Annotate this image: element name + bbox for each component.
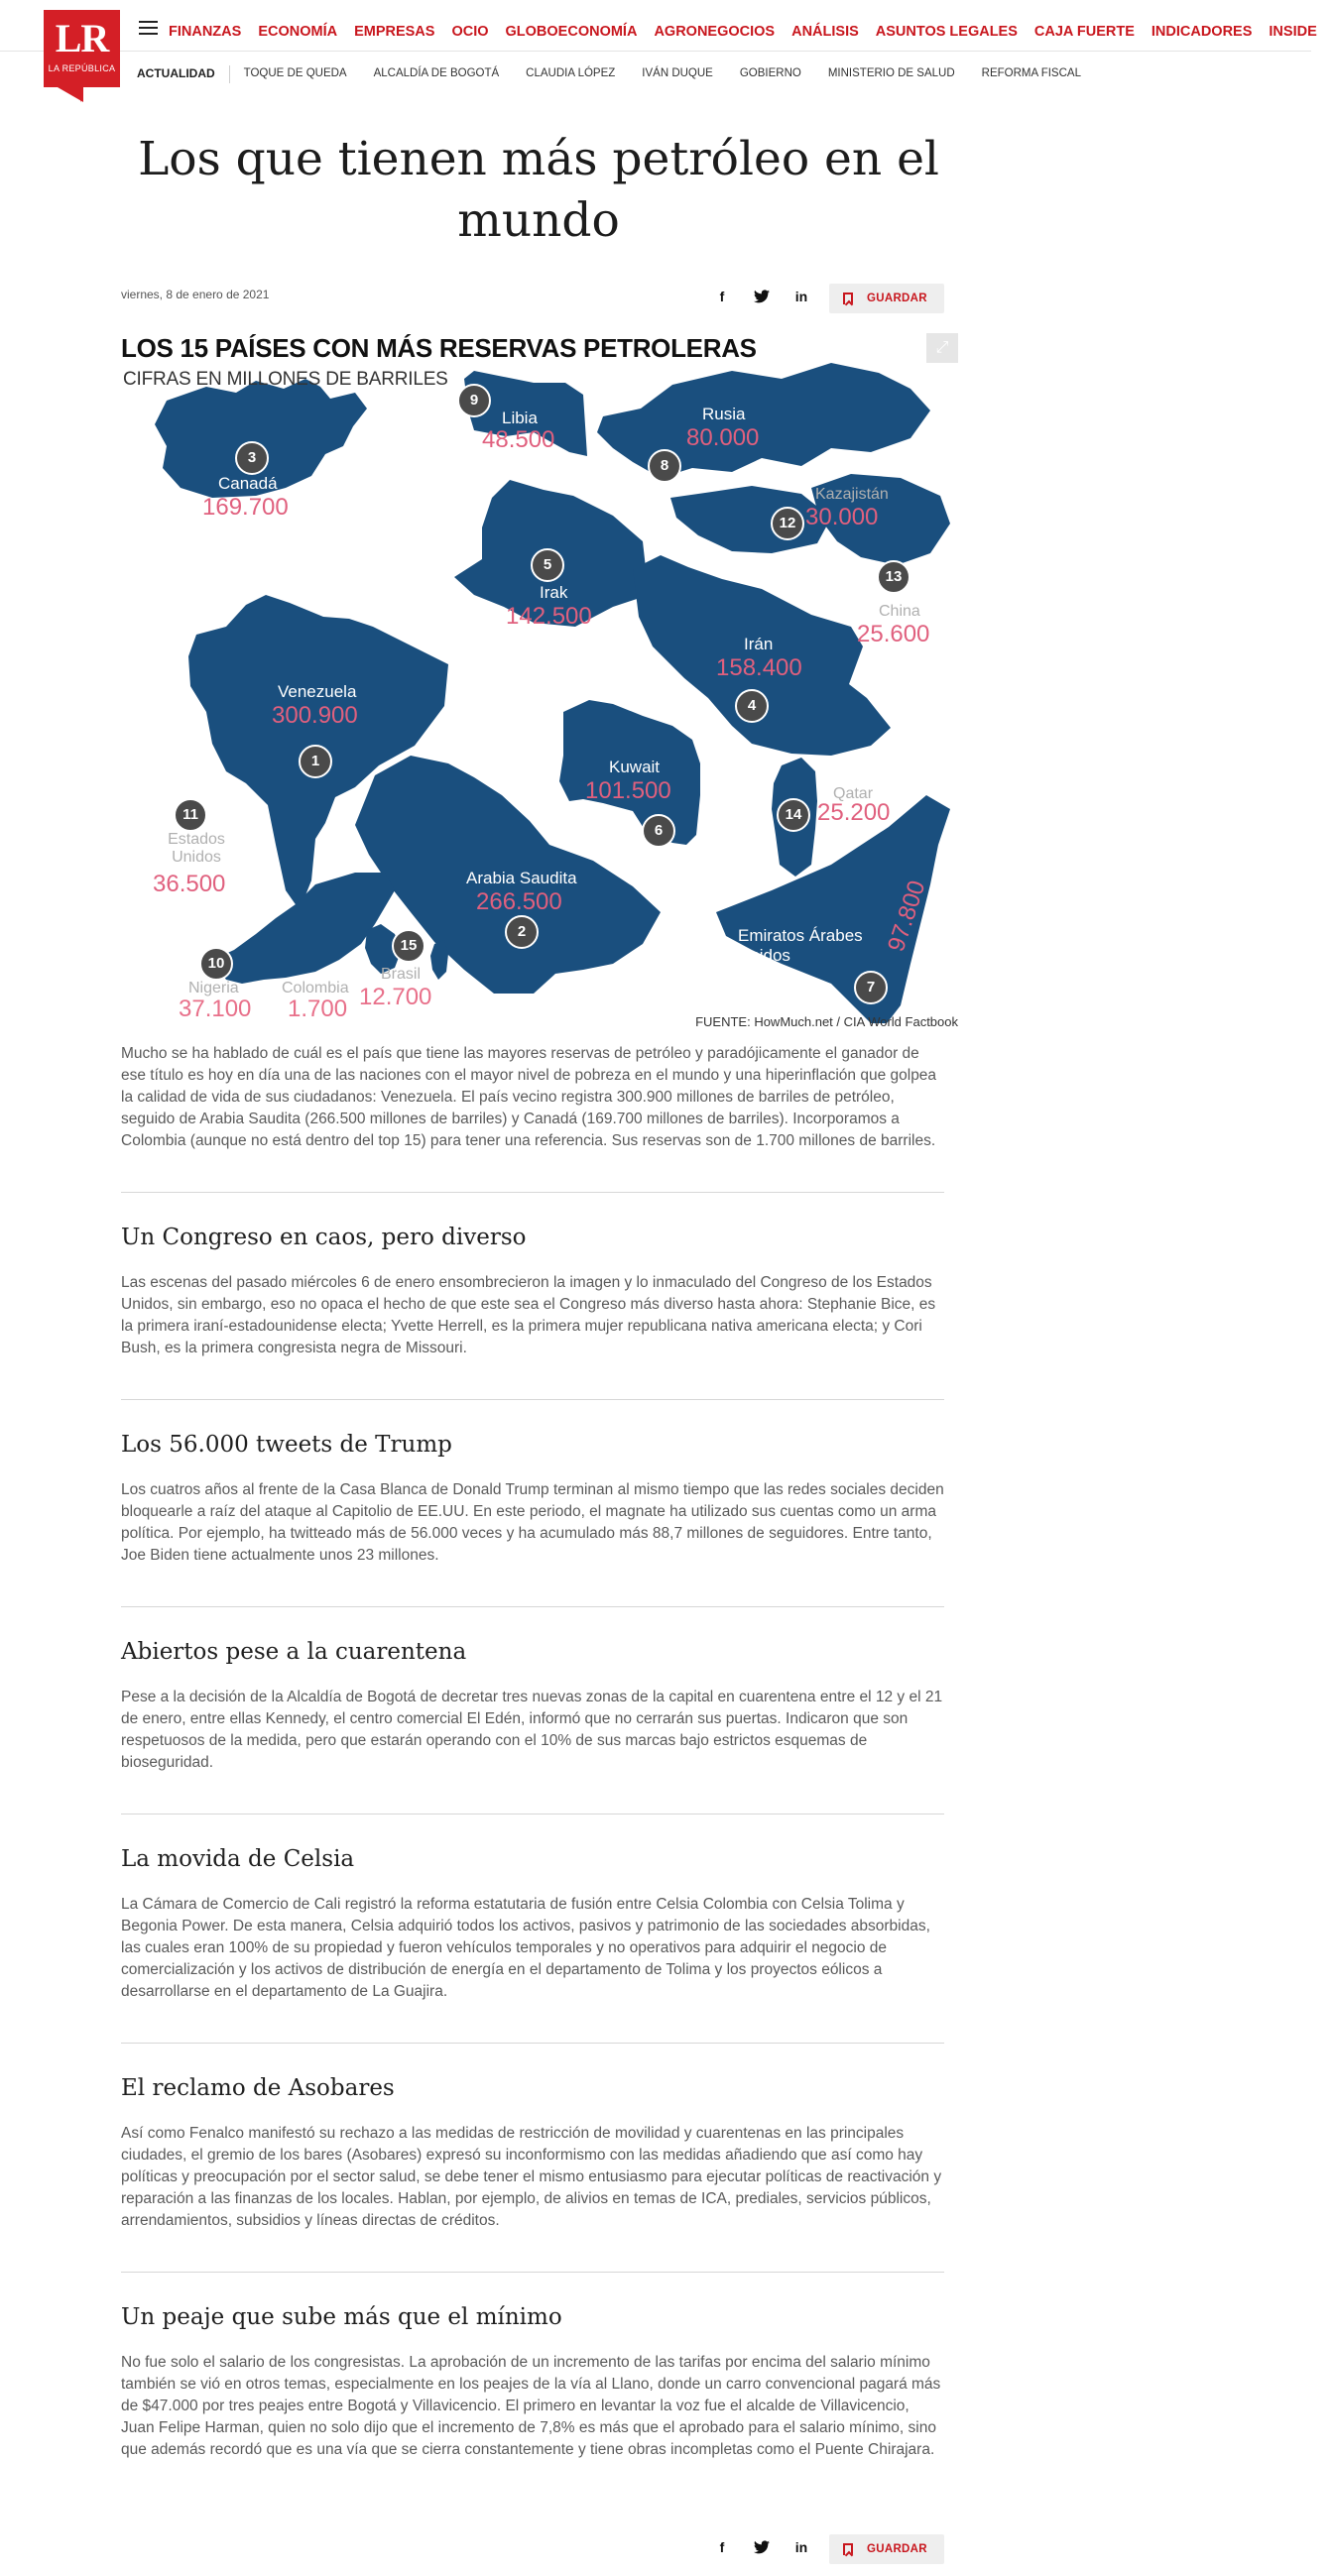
linkedin-icon[interactable]: in [794, 289, 808, 304]
rank-11: 11 [182, 806, 198, 823]
country-value-nigeria: 37.100 [179, 995, 252, 1022]
country-value-usa: 36.500 [153, 871, 226, 897]
section-heading: Un peaje que sube más que el mínimo [121, 2304, 562, 2330]
country-name-iraq: Irak [540, 583, 568, 602]
section-body: No fue solo el salario de los congresistas. La aprobación de un incremento de las tarifas por encima del salario mínimo también se vió en otros temas, especialmente en los peajes de la vía al Llano, donde un carro convencional pagará más de $47.000 por tres peajes entre Bogotá y Villavicencio. El primero en levantar la voz fue el alcalde de Villavicencio, Juan Felipe Harman, quien no solo dijo que el incremento de 7,8% es más que el aprobado para el salario mínimo, sino que además recordó que es una vía que se cierra constantemente y tiene obras incompletas como el Puente Chirajara. [121, 2354, 941, 2458]
country-name-usa: Estados Unidos [168, 831, 225, 866]
save-button-label: GUARDAR [867, 293, 927, 304]
subnav-item[interactable]: MINISTERIO DE SALUD [827, 67, 955, 79]
section-body: Los cuatros años al frente de la Casa Blanca de Donald Trump terminan al mismo tiempo que las redes sociales deciden bloquearle a raíz del ataque al Capitolio de EE.UU. En este periodo, el magnate ha utilizado sus cuentas como un arma política. Por ejemplo, ha twitteado más de 56.000 veces y ha acumulado más 88,7 millones de seguidores. Entre tanto, Joe Biden tiene actualmente unos 23 millones. [121, 1481, 944, 1564]
news-section [121, 1399, 944, 1567]
rank-3: 3 [247, 449, 257, 466]
section-body: Las escenas del pasado miércoles 6 de enero ensombrecieron la imagen y lo inmaculado del Congreso de los Estados Unidos, sin embargo, eso no opaca el hecho de que este sea el Congreso más diverso hasta ahora: Stephanie Bice, es la primera iraní-estadounidense electa; Yvette Herrell, es la primera mujer republicana nativa americana electa; y Cori Bush, es la primera congresista negra de Missouri. [121, 1274, 936, 1356]
section-heading: Un Congreso en caos, pero diverso [121, 1225, 527, 1250]
save-button-bottom[interactable] [829, 2534, 944, 2564]
nav-agronegocios[interactable]: AGRONEGOCIOS [654, 24, 776, 40]
logo-tail-shape [44, 87, 120, 103]
nav-ocio[interactable]: OCIO [451, 24, 489, 40]
article-lead-paragraph: Mucho se ha hablado de cuál es el país que tiene las mayores reservas de petróleo y paradójicamente el ganador de ese título es hoy en día una de las naciones con el mayor nivel de pobreza en el mundo y una hiperinflación que golpea la calidad de vida de sus ciudadanos: Venezuela. El país vecino registra 300.900 millones de barriles de petróleo, seguido de Arabia Saudita (266.500 millones de barriles) y Canadá (169.700 millones de barriles). Incorporamos a Colombia (aunque no está dentro del top 15) para tener una referencia. Sus reservas son de 1.700 millones de barriles. [121, 1045, 937, 1149]
la-republica-logo[interactable] [44, 10, 120, 102]
infographic-subtitle: CIFRAS EN MILLONES DE BARRILES [123, 369, 448, 390]
country-labels [117, 329, 962, 1033]
nav-analisis[interactable]: ANÁLISIS [791, 24, 859, 40]
rank-8: 8 [660, 457, 669, 474]
country-value-saudi-arabia: 266.500 [476, 888, 562, 915]
section-body: La Cámara de Comercio de Cali registró la reforma estatutaria de fusión entre Celsia Colombia con Celsia Tolima y Begonia Power. De esta manera, Celsia adquirió todos los activos, pasivos y patrimonio de las sociedades absorbidas, las cuales eran 100% de su propiedad y fueron vehículos temporales y no operativos para adquirir el negocio de comercialización y los activos de distribución de energía en el departamento de Tolima y los proyectos eólicos a desarrollarse en el departamento de La Guajira. [121, 1896, 930, 2000]
subnav-item[interactable]: ALCALDÍA DE BOGOTÁ [373, 67, 500, 79]
news-section [121, 2043, 944, 2232]
country-name-venezuela: Venezuela [278, 682, 357, 701]
section-body: Pese a la decisión de la Alcaldía de Bogotá de decretar tres nuevas zonas de la capital en cuarentena entre el 12 y el 21 de enero, entre ellas Kennedy, el centro comercial El Edén, informó que no cerrarán sus puertas. Indicaron que son respetuosos de la medida, pero que estarán operando con el 10% de sus marcas bajo estrictos esquemas de bioseguridad. [121, 1689, 943, 1771]
facebook-icon[interactable]: f [719, 2539, 725, 2555]
section-heading: La movida de Celsia [121, 1846, 355, 1872]
section-body: Así como Fenalco manifestó su rechazo a las medidas de restricción de movilidad y cuarentenas en las principales ciudades, el gremio de los bares (Asobares) expresó su inconformismo con las medidas añadiendo que así como hay políticas y preocupación por el sector salud, se debe tener el mismo entusiasmo para ejecutar políticas de reactivación y reparación a las finanzas de los locales. Hablan, por ejemplo, de alivios en temas de ICA, prediales, servicios públicos, arrendamientos, subsidios y líneas directas de créditos. [121, 2125, 942, 2229]
country-value-kazakhstan: 30.000 [805, 504, 879, 530]
rank-12: 12 [779, 515, 796, 531]
nav-empresas[interactable]: EMPRESAS [354, 24, 435, 40]
country-name-iran: Irán [744, 635, 774, 653]
rank-1: 1 [310, 753, 320, 769]
country-name-canada: Canadá [218, 474, 278, 493]
country-name-nigeria: Nigeria [188, 980, 239, 996]
share-buttons-bottom [696, 2536, 815, 2558]
country-value-qatar: 25.200 [817, 799, 891, 826]
country-name-colombia: Colombia [282, 980, 349, 996]
save-button-label: GUARDAR [867, 2543, 927, 2555]
country-name-kazakhstan: Kazajistán [815, 486, 889, 503]
subnav-item[interactable]: IVÁN DUQUE [642, 67, 713, 79]
country-name-libya: Libia [502, 409, 538, 427]
country-value-brazil: 12.700 [359, 984, 432, 1010]
section-heading: Los 56.000 tweets de Trump [121, 1432, 452, 1458]
news-section [121, 2272, 944, 2461]
share-buttons [696, 286, 815, 307]
country-value-colombia: 1.700 [288, 995, 348, 1022]
article-meta [121, 284, 944, 311]
country-name-saudi-arabia: Arabia Saudita [466, 869, 577, 887]
main-navigation [169, 22, 1334, 42]
article-body [121, 1043, 944, 2461]
nav-inside[interactable]: INSIDE [1269, 24, 1317, 40]
rank-7: 7 [866, 979, 876, 995]
logo-subtext: LA REPÚBLICA [48, 63, 116, 73]
country-name-kuwait: Kuwait [609, 758, 661, 776]
twitter-icon[interactable] [748, 2536, 776, 2558]
twitter-icon[interactable] [748, 286, 776, 307]
rank-13: 13 [885, 568, 903, 585]
section-heading: El reclamo de Asobares [121, 2075, 395, 2101]
country-value-china: 25.600 [857, 621, 930, 647]
logo-box [44, 10, 120, 87]
country-name-russia: Rusia [702, 405, 746, 423]
subnav-item[interactable]: GOBIERNO [739, 67, 801, 79]
country-value-canada: 169.700 [202, 494, 289, 521]
news-section [121, 1606, 944, 1774]
country-name-qatar: Qatar [833, 785, 874, 802]
hamburger-menu-icon[interactable] [139, 21, 158, 35]
nav-caja-fuerte[interactable]: CAJA FUERTE [1033, 24, 1135, 40]
rank-6: 6 [654, 822, 664, 839]
country-value-iran: 158.400 [716, 654, 802, 681]
bookmark-icon [843, 2543, 853, 2555]
rank-10: 10 [207, 955, 225, 972]
oil-reserves-infographic [117, 329, 962, 1033]
rank-2: 2 [517, 923, 527, 940]
nav-asuntos-legales[interactable]: ASUNTOS LEGALES [875, 24, 1018, 40]
rank-4: 4 [747, 697, 757, 714]
country-value-venezuela: 300.900 [272, 702, 358, 729]
bottom-share-bar [121, 2534, 944, 2566]
facebook-icon[interactable]: f [719, 289, 725, 304]
country-value-libya: 48.500 [482, 426, 555, 453]
news-section [121, 1192, 944, 1359]
linkedin-icon[interactable]: in [794, 2539, 808, 2555]
country-value-russia: 80.000 [686, 424, 760, 451]
subnav-item[interactable]: CLAUDIA LÓPEZ [526, 67, 616, 79]
section-heading: Abiertos pese a la cuarentena [121, 1639, 467, 1665]
country-value-uae: 97.800 [883, 877, 931, 955]
nav-indicadores[interactable]: INDICADORES [1151, 24, 1253, 40]
infographic-title: LOS 15 PAÍSES CON MÁS RESERVAS PETROLERAS [121, 333, 757, 363]
nav-economia[interactable]: ECONOMÍA [258, 24, 338, 40]
article-title: Los que tienen más petróleo en el mundo [138, 132, 939, 248]
subnav-section-label: ACTUALIDAD [137, 65, 230, 83]
country-name-brazil: Brasil [381, 966, 422, 983]
bookmark-icon [843, 293, 853, 304]
save-button[interactable] [829, 284, 944, 313]
topic-subnav [137, 65, 1108, 83]
rank-5: 5 [543, 556, 552, 573]
rank-14: 14 [785, 806, 802, 823]
country-value-kuwait: 101.500 [585, 777, 671, 804]
nav-finanzas[interactable]: FINANZAS [169, 24, 242, 40]
rank-9: 9 [469, 392, 479, 409]
country-value-iraq: 142.500 [506, 603, 592, 630]
country-name-uae: Emiratos Árabes Unidos [738, 926, 863, 965]
rank-15: 15 [400, 937, 418, 954]
news-section [121, 1814, 944, 2003]
infographic-source: FUENTE: HowMuch.net / CIA World Factbook [695, 1014, 958, 1029]
subnav-item[interactable]: TOQUE DE QUEDA [243, 67, 347, 79]
country-name-china: China [879, 603, 920, 620]
subnav-item[interactable]: REFORMA FISCAL [981, 67, 1081, 79]
article-date: viernes, 8 de enero de 2021 [121, 288, 270, 301]
expand-image-icon[interactable]: ⤢ [926, 333, 958, 363]
nav-globoeconomia[interactable]: GLOBOECONOMÍA [505, 24, 638, 40]
logo-text: LR [55, 16, 109, 60]
